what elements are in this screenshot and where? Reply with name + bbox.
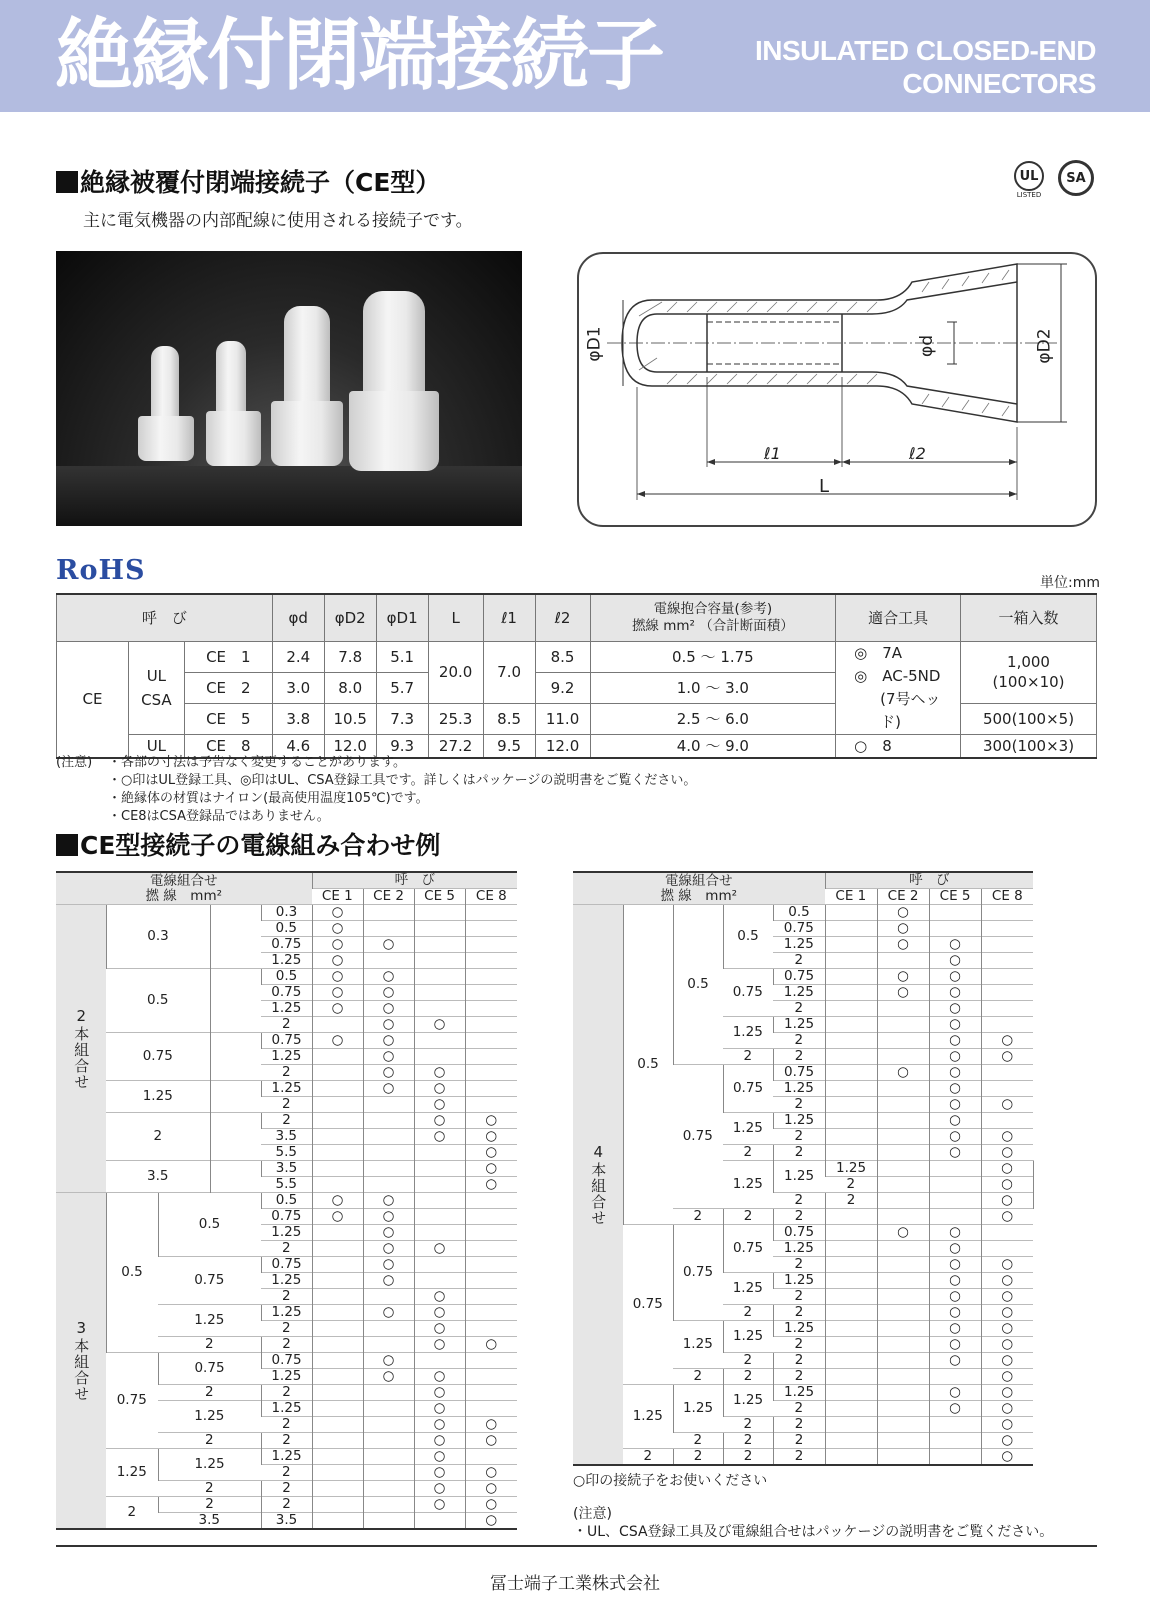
combo-row: 1.25 ○ ○ <box>573 985 1033 1001</box>
combo-row: 2 2 ○ ○ <box>56 1337 517 1353</box>
section-subtitle: 主に電気機器の内部配線に使用される接続子です。 <box>83 211 473 231</box>
combo-mark: ○ <box>929 1049 981 1065</box>
combo-row: 1.25 1.25 1.25 ○ ○ <box>573 1321 1033 1337</box>
combo-row: 5.5 ○ <box>56 1145 517 1161</box>
combo-mark: ○ <box>465 1161 517 1177</box>
combo-row: 1.25 1.25 ○ <box>573 1113 1033 1129</box>
combo-row: 0.5 ○ <box>56 921 517 937</box>
combo-note: ○印の接続子をお使いください <box>573 1473 768 1489</box>
combo-mark: ○ <box>929 1273 981 1289</box>
connector-ce8-image <box>363 291 425 401</box>
combo-mark: ○ <box>414 1241 465 1257</box>
combo-row: 2 ○ ○ <box>573 1401 1033 1417</box>
label-phiD1: φD1 <box>584 326 605 362</box>
product-photo <box>56 251 522 526</box>
combo-row: 2 ○ ○ <box>56 1241 517 1257</box>
spec-row: CE 2 3.0 8.0 5.7 9.2 1.0 ～ 3.0 <box>57 672 1097 703</box>
combo-mark: ○ <box>981 1161 1033 1177</box>
combo-mark: ○ <box>414 1465 465 1481</box>
unit-label: 単位:mm <box>1040 575 1100 591</box>
combo-mark: ○ <box>414 1081 465 1097</box>
combo-mark: ○ <box>877 1065 929 1081</box>
combo-mark: ○ <box>981 1097 1033 1113</box>
combo-row: 1.25 ○ <box>573 1081 1033 1097</box>
combo-mark: ○ <box>465 1129 517 1145</box>
combo-mark: ○ <box>363 1033 414 1049</box>
combo-mark: ○ <box>929 1241 981 1257</box>
combo-row: 1.25 1.25 ○ ○ <box>56 1081 517 1097</box>
section-heading-combo: CE型接続子の電線組み合わせ例 <box>56 826 440 862</box>
combo-mark: ○ <box>414 1401 465 1417</box>
combo-mark: ○ <box>414 1369 465 1385</box>
combo-row: 1.25 1.25 1.25 1.25 ○ ○ <box>573 1385 1033 1401</box>
combo-row: 1.25 ○ <box>573 1241 1033 1257</box>
combo-mark: ○ <box>981 1449 1033 1466</box>
combo-mark: ○ <box>981 1289 1033 1305</box>
combo-mark: ○ <box>929 1353 981 1369</box>
combo-mark: ○ <box>877 921 929 937</box>
combo-mark: ○ <box>465 1513 517 1530</box>
combo-mark: ○ <box>363 1305 414 1321</box>
rohs-logo: RoHS <box>56 555 146 586</box>
combo-row: 1.25 ○ ○ <box>573 937 1033 953</box>
combo-row: 2 2 ○ <box>573 1417 1033 1433</box>
combo-table-4: 電線組合せ 撚 線 mm² 呼 び CE 1 CE 2 CE 5 CE 8 4本組合せ 0.5 0.5 0.5 0.5 ○ 0.75 ○ 1.25 ○ ○ 2 ○ 0.75 0.75 ○ ○ 1.25 ○ ○ 2 ○ 1.25 1.25 ○ 2 ○ ○ 2 2 ○ ○ 0.75 0.75 0.75 ○ ○ 1.25 ○ 2 ○ ○ 1.25 1.25 ○ 2 ○ ○ 2 2 ○ ○ 1.25 1.25 1.25 ○ 2 ○ 2 2 ○ 2 2 2 ○ 0.75 0.75 0.75 0.75 ○ ○ 1.25 ○ 2 ○ ○ 1.25 1.25 ○ ○ 2 ○ ○ 2 2 ○ ○ 1.25 1.25 1.25 ○ ○ 2 ○ ○ 2 2 ○ ○ 2 2 2 ○ 1.25 1.25 1.25 1.25 ○ ○ 2 ○ ○ 2 2 ○ 2 2 2 ○ 2 2 2 2 ○ <box>573 871 1033 1466</box>
combo-mark: ○ <box>414 1289 465 1305</box>
combo-row: 1.25 ○ <box>56 1225 517 1241</box>
combo-row: 1.25 1.25 1.25 ○ <box>56 1449 517 1465</box>
combo-mark: ○ <box>929 1129 981 1145</box>
connector-ce5-image <box>284 306 330 416</box>
combo-mark: ○ <box>929 1337 981 1353</box>
combo-mark: ○ <box>929 1033 981 1049</box>
combo-row: 1.25 1.25 ○ ○ <box>56 1305 517 1321</box>
combo-mark: ○ <box>363 1353 414 1369</box>
combo-mark: ○ <box>981 1033 1033 1049</box>
combo-mark: ○ <box>981 1433 1033 1449</box>
combo-mark: ○ <box>981 1257 1033 1273</box>
combo-row: 2本組合せ 0.3 0.3 ○ <box>56 905 517 921</box>
combo-mark: ○ <box>363 1209 414 1225</box>
combo-row: 2 2 2 ○ <box>573 1209 1033 1225</box>
combo-row: 0.75 0.75 ○ ○ <box>573 969 1033 985</box>
combo-mark: ○ <box>929 1145 981 1161</box>
combo-mark: ○ <box>363 1001 414 1017</box>
spec-row: CE UL CSA CE 1 2.4 7.8 5.1 20.0 7.0 8.5 0.5 ～ 1.75 ◎ 7A ◎ AC-5ND (7号ヘッド) 1,000 (100×10) <box>57 641 1097 672</box>
combo-mark: ○ <box>929 1225 981 1241</box>
combo-mark: ○ <box>929 937 981 953</box>
combo-mark: ○ <box>414 1305 465 1321</box>
combo-mark: ○ <box>929 1401 981 1417</box>
combo-mark: ○ <box>363 985 414 1001</box>
combo-mark: ○ <box>929 1017 981 1033</box>
spec-row: UL CE 8 4.6 12.0 9.3 27.2 9.5 12.0 4.0 ～ 9.0 ○ 8 300(100×3) <box>57 734 1097 758</box>
combo-row: 2 ○ <box>573 1177 1033 1193</box>
combo-mark: ○ <box>414 1321 465 1337</box>
combo-mark: ○ <box>877 937 929 953</box>
combo-row: 2 ○ ○ <box>573 1289 1033 1305</box>
combo-mark: ○ <box>363 1225 414 1241</box>
combo-mark: ○ <box>465 1497 517 1513</box>
combo-row: 1.25 ○ ○ <box>56 1001 517 1017</box>
combo-mark: ○ <box>363 1049 414 1065</box>
page-title-en: INSULATED CLOSED-END CONNECTORS <box>754 35 1096 99</box>
combo-row: 2 ○ ○ <box>573 1129 1033 1145</box>
spec-table: 呼 び φd φD2 φD1 L ℓ1 ℓ2 電線抱合容量(参考) 撚線 mm² （合計断面積） 適合工具 一箱入数 CE UL CSA CE 1 2.4 7.8 5.1 20.0 7.0 8.5 0.5 ～ 1.75 ◎ 7A ◎ AC-5ND (7号ヘッド) 1,000 (100×10) CE 2 3.0 8.0 5.7 9.2 1.0 ～ 3.0 CE 5 3.8 10.5 7.3 25.3 8.5 11.0 2.5 ～ 6.0 500(100×5) UL CE 8 4.6 12.0 9.3 27.2 9.5 12.0 4.0 ～ 9.0 ○ 8 300(100×3) <box>56 593 1097 759</box>
combo-mark: ○ <box>981 1129 1033 1145</box>
combo-row: 0.75 ○ ○ <box>56 1209 517 1225</box>
section-heading-ce: 絶縁被覆付閉端接続子（CE型） <box>56 163 440 199</box>
combo-note2: ・UL、CSA登録工具及び電線組合せはパッケージの説明書をご覧ください。 <box>573 1524 1054 1540</box>
csa-logo: SA <box>1058 160 1094 196</box>
combo-row: 2 ○ ○ <box>56 1065 517 1081</box>
combo-mark: ○ <box>981 1353 1033 1369</box>
combo-mark: ○ <box>414 1129 465 1145</box>
combo-mark: ○ <box>465 1481 517 1497</box>
combo-row: 0.75 ○ <box>573 921 1033 937</box>
combo-row: 2 2 2 ○ ○ <box>56 1497 517 1513</box>
label-l1: ℓ1 <box>764 444 781 463</box>
combo-row: 1.25 1.25 ○ <box>573 1017 1033 1033</box>
combo-mark: ○ <box>312 1033 363 1049</box>
combo-mark: ○ <box>363 1081 414 1097</box>
combo-row: 2 2 ○ ○ <box>573 1049 1033 1065</box>
combo-row: 2 ○ <box>56 1097 517 1113</box>
combo-row: 2 ○ ○ <box>56 1417 517 1433</box>
combo-mark: ○ <box>929 1321 981 1337</box>
combo-mark: ○ <box>312 1209 363 1225</box>
combo-mark: ○ <box>981 1385 1033 1401</box>
combo-row: 2 2 ○ ○ <box>573 1353 1033 1369</box>
combo-row: 0.5 0.5 ○ ○ <box>56 969 517 985</box>
combo-row: 2 2 2 ○ <box>573 1369 1033 1385</box>
combo-mark: ○ <box>363 969 414 985</box>
combo-mark: ○ <box>981 1193 1033 1209</box>
combo-row: 2 ○ <box>573 1001 1033 1017</box>
combo-mark: ○ <box>929 1305 981 1321</box>
combo-row: 2 2 ○ ○ <box>56 1433 517 1449</box>
combo-row: 2 2 2 ○ <box>573 1433 1033 1449</box>
combo-mark: ○ <box>929 985 981 1001</box>
combo-mark: ○ <box>929 1385 981 1401</box>
combo-mark: ○ <box>312 1001 363 1017</box>
combo-mark: ○ <box>363 1257 414 1273</box>
combo-mark: ○ <box>981 1321 1033 1337</box>
ul-listed-logo: UL LISTED <box>1011 160 1047 200</box>
combo-mark: ○ <box>312 921 363 937</box>
combo-mark: ○ <box>414 1417 465 1433</box>
label-phid: φd <box>917 334 938 358</box>
combo-row: 1.25 ○ <box>56 1049 517 1065</box>
combo-row: 3.5 3.5 ○ <box>56 1513 517 1530</box>
combo-row: 1.25 ○ <box>56 953 517 969</box>
combo-mark: ○ <box>929 1113 981 1129</box>
combo-mark: ○ <box>465 1417 517 1433</box>
combo-mark: ○ <box>414 1337 465 1353</box>
combo-mark: ○ <box>877 1225 929 1241</box>
combo-row: 3本組合せ 0.5 0.5 0.5 ○ ○ <box>56 1193 517 1209</box>
combo-mark: ○ <box>929 1289 981 1305</box>
combo-row: 2 ○ ○ <box>56 1017 517 1033</box>
combo-mark: ○ <box>929 1081 981 1097</box>
label-l2: ℓ2 <box>909 444 926 463</box>
combo-mark: ○ <box>981 1337 1033 1353</box>
combo-mark: ○ <box>312 985 363 1001</box>
combo-note2-label: (注意) <box>573 1506 612 1522</box>
label-L: L <box>819 476 830 497</box>
combo-mark: ○ <box>465 1433 517 1449</box>
combo-mark: ○ <box>414 1385 465 1401</box>
combo-row: 1.25 ○ ○ <box>56 1369 517 1385</box>
combo-mark: ○ <box>414 1017 465 1033</box>
footer-rule <box>56 1545 1097 1547</box>
dimension-diagram <box>577 252 1097 527</box>
combo-mark: ○ <box>981 1273 1033 1289</box>
combo-row: 2 ○ <box>573 953 1033 969</box>
combo-row: 2 2 ○ <box>573 1193 1033 1209</box>
combo-row: 0.75 0.75 0.75 ○ <box>56 1353 517 1369</box>
combo-mark: ○ <box>877 985 929 1001</box>
combo-mark: ○ <box>414 1481 465 1497</box>
combo-mark: ○ <box>312 969 363 985</box>
combo-row: 0.75 ○ ○ <box>56 985 517 1001</box>
combo-mark: ○ <box>363 937 414 953</box>
combo-mark: ○ <box>929 1065 981 1081</box>
combo-mark: ○ <box>877 969 929 985</box>
combo-mark: ○ <box>414 1113 465 1129</box>
combo-mark: ○ <box>312 953 363 969</box>
combo-mark: ○ <box>363 1241 414 1257</box>
combo-mark: ○ <box>312 1193 363 1209</box>
combo-row: 1.25 1.25 1.25 ○ <box>573 1161 1033 1177</box>
combo-row: 2 2 ○ ○ <box>573 1145 1033 1161</box>
combo-mark: ○ <box>363 1193 414 1209</box>
combo-mark: ○ <box>414 1449 465 1465</box>
combo-mark: ○ <box>414 1497 465 1513</box>
combo-row: 2 2 ○ ○ <box>573 1305 1033 1321</box>
combo-mark: ○ <box>414 1097 465 1113</box>
combo-row: 1.25 1.25 ○ ○ <box>573 1273 1033 1289</box>
combo-mark: ○ <box>414 1065 465 1081</box>
combo-row: 2 2 ○ <box>56 1385 517 1401</box>
combo-mark: ○ <box>465 1177 517 1193</box>
combo-mark: ○ <box>465 1465 517 1481</box>
combo-mark: ○ <box>929 1257 981 1273</box>
combo-mark: ○ <box>981 1145 1033 1161</box>
combo-row: 2 ○ <box>56 1321 517 1337</box>
combo-mark: ○ <box>929 953 981 969</box>
combo-mark: ○ <box>363 1017 414 1033</box>
combo-mark: ○ <box>312 937 363 953</box>
combo-row: 2 ○ ○ <box>56 1465 517 1481</box>
combo-row: 2 ○ ○ <box>573 1257 1033 1273</box>
combo-mark: ○ <box>465 1337 517 1353</box>
combo-row: 0.75 ○ ○ <box>56 937 517 953</box>
combo-row: 0.75 0.75 ○ ○ <box>56 1033 517 1049</box>
spec-row: CE 5 3.8 10.5 7.3 25.3 8.5 11.0 2.5 ～ 6.0 500(100×5) <box>57 703 1097 734</box>
combo-row: 3.5 3.5 ○ <box>56 1161 517 1177</box>
combo-mark: ○ <box>363 1369 414 1385</box>
header-banner <box>0 0 1150 112</box>
combo-row: 5.5 ○ <box>56 1177 517 1193</box>
company-name: 冨士端子工業株式会社 <box>490 1574 660 1594</box>
spec-notes: (注意) ・各部の寸法は予告なく変更することがあります。 ・○印はUL登録工具、◎印はUL、CSA登録工具です。詳しくはパッケージの説明書をご覧ください。 ・絶縁体の材質はナイロン(最高使用温度105℃)です。 ・CE8はCSA登録品ではありません。 <box>56 755 697 824</box>
combo-mark: ○ <box>981 1305 1033 1321</box>
combo-row: 3.5 ○ ○ <box>56 1129 517 1145</box>
combo-row: 1.25 ○ <box>56 1273 517 1289</box>
combo-row: 1.25 1.25 ○ <box>56 1401 517 1417</box>
combo-mark: ○ <box>981 1369 1033 1385</box>
combo-table-2-3: 電線組合せ 撚 線 mm² 呼 び CE 1 CE 2 CE 5 CE 8 2本組合せ 0.3 0.3 ○ 0.5 ○ 0.75 ○ ○ 1.25 ○ 0.5 0.5 ○ ○ 0.75 ○ ○ 1.25 ○ ○ 2 ○ ○ 0.75 0.75 ○ ○ 1.25 ○ 2 ○ ○ 1.25 1.25 ○ ○ 2 ○ 2 2 ○ ○ 3.5 ○ ○ 5.5 ○ 3.5 3.5 ○ 5.5 ○ 3本組合せ 0.5 0.5 0.5 ○ ○ 0.75 ○ ○ 1.25 ○ 2 ○ ○ 0.75 0.75 ○ 1.25 ○ 2 ○ 1.25 1.25 ○ ○ 2 ○ 2 2 ○ ○ 0.75 0.75 0.75 ○ 1.25 ○ ○ 2 2 ○ 1.25 1.25 ○ 2 ○ ○ 2 2 ○ ○ 1.25 1.25 1.25 ○ 2 ○ ○ 2 2 ○ ○ 2 2 2 ○ ○ 3.5 3.5 ○ <box>56 871 517 1530</box>
combo-row: 2 ○ ○ <box>573 1097 1033 1113</box>
combo-mark: ○ <box>465 1145 517 1161</box>
combo-row: 2 ○ ○ <box>573 1337 1033 1353</box>
combo-mark: ○ <box>981 1049 1033 1065</box>
combo-mark: ○ <box>414 1433 465 1449</box>
combo-mark: ○ <box>929 969 981 985</box>
combo-row: 2 2 ○ ○ <box>56 1481 517 1497</box>
combo-row: 4本組合せ 0.5 0.5 0.5 0.5 ○ <box>573 905 1033 921</box>
page-title: 絶縁付閉端接続子 <box>55 11 664 101</box>
combo-row: 2 2 2 2 ○ <box>573 1449 1033 1466</box>
combo-mark: ○ <box>929 1097 981 1113</box>
combo-mark: ○ <box>981 1177 1033 1193</box>
combo-mark: ○ <box>363 1065 414 1081</box>
combo-row: 0.75 0.75 0.75 0.75 ○ ○ <box>573 1225 1033 1241</box>
label-phiD2: φD2 <box>1034 328 1055 364</box>
combo-row: 2 ○ <box>56 1289 517 1305</box>
combo-mark: ○ <box>981 1209 1033 1225</box>
combo-mark: ○ <box>363 1273 414 1289</box>
combo-row: 0.75 0.75 ○ <box>56 1257 517 1273</box>
combo-mark: ○ <box>312 905 363 921</box>
combo-row: 0.75 0.75 0.75 ○ ○ <box>573 1065 1033 1081</box>
combo-mark: ○ <box>929 1001 981 1017</box>
combo-mark: ○ <box>981 1401 1033 1417</box>
combo-row: 2 2 ○ ○ <box>56 1113 517 1129</box>
combo-mark: ○ <box>465 1113 517 1129</box>
combo-mark: ○ <box>877 905 929 921</box>
combo-row: 2 ○ ○ <box>573 1033 1033 1049</box>
combo-mark: ○ <box>981 1417 1033 1433</box>
